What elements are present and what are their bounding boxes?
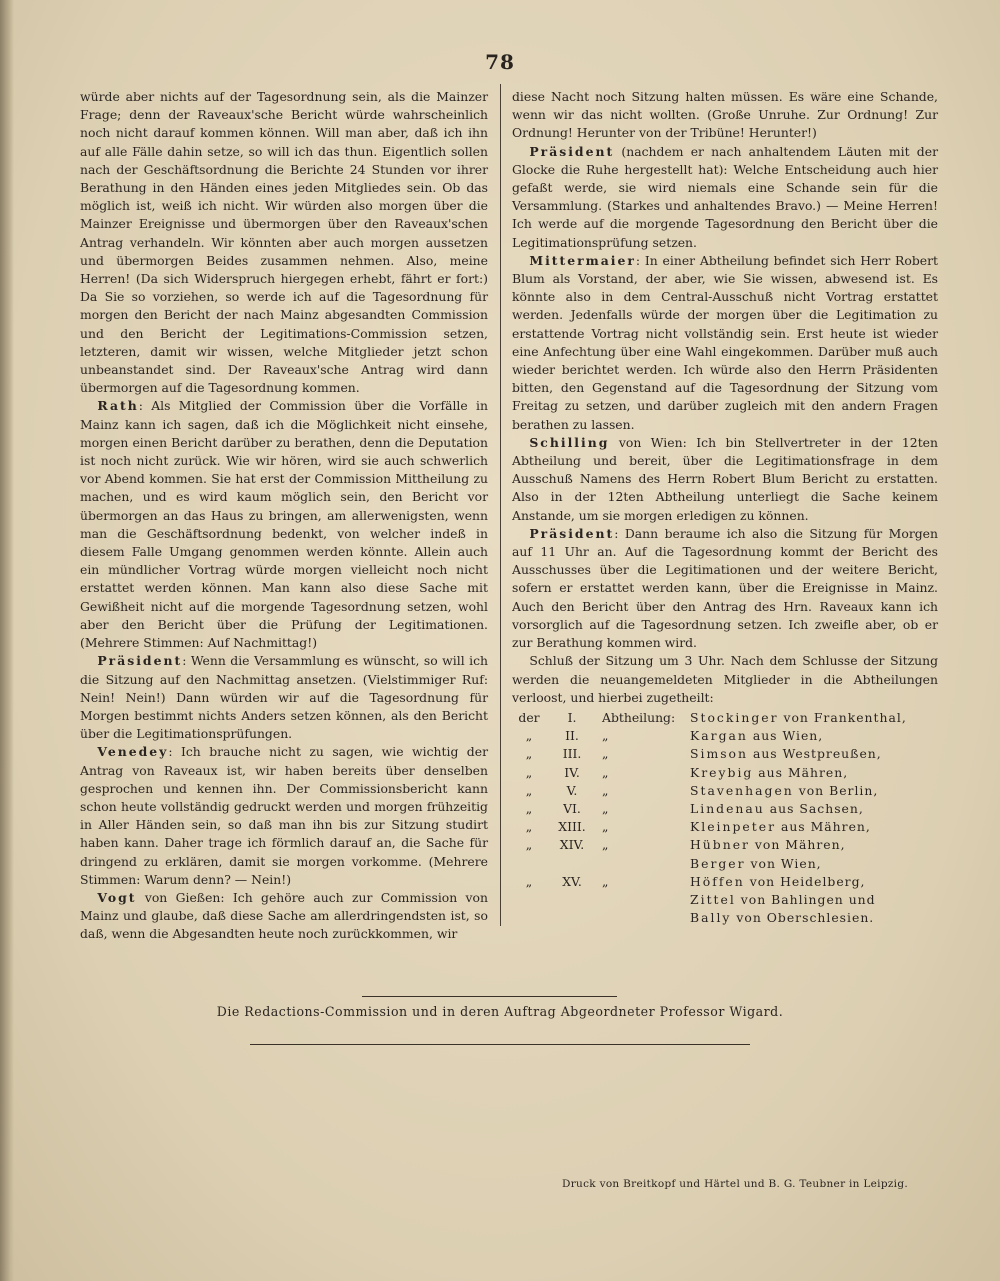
member-entry: [686, 855, 911, 873]
member-origin: von Bahlingen und: [735, 891, 876, 907]
page-number: 78: [485, 50, 515, 74]
member-entry: [686, 873, 911, 891]
assignment-prefix: „: [525, 782, 533, 798]
abtheilung-number: II.: [565, 728, 579, 744]
abtheilung-label: „: [602, 837, 609, 853]
member-name: Höffen: [690, 873, 745, 889]
abtheilung-label: „: [602, 782, 609, 798]
member-entry: [686, 782, 911, 800]
assignment-prefix: [512, 891, 546, 909]
assignment-prefix: „: [525, 800, 533, 816]
paragraph: Schluß der Sitzung um 3 Uhr. Nach dem Schlusse der Sitzung werden die neuangemeldeten Mitglieder in die Abtheilungen verloost, und hierbei zugetheilt:: [512, 653, 938, 705]
member-origin: aus Mähren,: [776, 819, 871, 835]
abtheilung-label: „: [602, 764, 609, 780]
member-entry: [686, 891, 911, 909]
assignment-row: [512, 909, 911, 927]
member-entry: [686, 709, 911, 727]
speech-paragraph: Vogt von Gießen: Ich gehöre auch zur Commission von Mainz und glaube, daß diese Sache am allerdringendsten ist, so daß, wenn die Abgesandten heute noch zurückkommen, wir: [80, 889, 488, 942]
abtheilung-label: „: [602, 819, 609, 835]
member-origin: von Wien,: [745, 855, 822, 871]
speaker-name: Rath: [97, 398, 139, 414]
speaker-name: Schilling: [529, 434, 610, 450]
speech-paragraph: Rath: Als Mitglied der Commission über die Vorfälle in Mainz kann ich sagen, daß ich die Möglichkeit nicht einsehe, morgen einen Bericht darüber zu berathen, denn die Deputation ist noch nicht zurück. Wie wir hören, wird sie auch schwerlich vor Abend kommen. Sie hat erst der Commission Mittheilung zu machen, und es wird kaum möglich sein, den Bericht vor übermorgen an das Haus zu bringen, am allerwenigsten, wenn man die Geschäftsordnung bedenkt, von welcher indeß in diesem Falle Umgang genommen werden könnte. Allein auch ein mündlicher Vortrag würde morgen vielleicht noch nicht erstattet werden können. Man kann also diese Sache mit Gewißheit nicht auf die morgende Tagesordnung setzen, wohl aber den Bericht über die Prüfung der Legitimationen. (Mehrere Stimmen: Auf Nachmittag!): [80, 398, 488, 651]
abtheilung-label: „: [602, 746, 609, 762]
abtheilung-label: „: [602, 800, 609, 816]
member-entry: [686, 800, 911, 818]
member-entry: [686, 727, 911, 745]
speaker-name: Präsident: [529, 143, 615, 159]
member-name: Kreybig: [690, 764, 754, 780]
abtheilung-label: [598, 855, 686, 873]
member-name: Lindenau: [690, 800, 765, 816]
speech-paragraph: Präsident: Dann beraume ich also die Sitzung für Morgen auf 11 Uhr an. Auf die Tagesordnung kommt der Bericht des Ausschusses über die Legitimationen und der weitere Bericht, sofern er erstattet werden kann, über die Ereignisse in Mainz. Auch den Bericht über den Antrag des Hrn. Raveaux kann ich vorsorglich auf die Tagesordnung setzen. Ich zweifle aber, ob er zur Berathung kommen wird.: [512, 525, 938, 651]
speaker-name: Präsident: [97, 653, 183, 669]
abtheilung-label: [598, 891, 686, 909]
speech-paragraph: Mittermaier: In einer Abtheilung befindet sich Herr Robert Blum als Vorstand, der aber, wie Sie wissen, abwesend ist. Es könnte also in dem Central-Ausschuß nicht Vortrag erstattet werden. Jedenfalls würde der morgen über die Legitimation zu erstattende Vortrag nicht vollständig sein. Erst heute ist wieder eine Anfechtung über eine Wahl eingekommen. Darüber muß auch wieder berichtet werden. Ich würde also den Herrn Präsidenten bitten, den Gegenstand auf die Tagesordnung der Sitzung vom Freitag zu setzen, und darüber zugleich mit den andern Fragen berathen zu lassen.: [512, 252, 938, 432]
assignment-prefix: „: [525, 837, 533, 853]
abtheilung-number: [546, 909, 598, 927]
speaker-name: Präsident: [529, 525, 615, 541]
member-origin: aus Sachsen,: [764, 800, 864, 816]
assignment-prefix: [512, 909, 546, 927]
speech-paragraph: Schilling von Wien: Ich bin Stellvertreter in der 12ten Abtheilung und bereit, über die Legitimationsfrage in dem Ausschuß Namens des Herrn Robert Blum Bericht zu erstatten. Also in der 12ten Abtheilung unterliegt die Sache keinem Anstande, um sie morgen erledigen zu können.: [512, 434, 938, 523]
abtheilung-number: [546, 855, 598, 873]
page-binding-edge: [0, 0, 14, 1281]
paragraph: diese Nacht noch Sitzung halten müssen. Es wäre eine Schande, wenn wir das nicht wollten. (Große Unruhe. Zur Ordnung! Zur Ordnung! Herunter von der Tribüne! Herunter!): [512, 89, 938, 141]
member-entry: [686, 909, 911, 927]
speech-paragraph: Präsident: Wenn die Versammlung es wünscht, so will ich die Sitzung auf den Nachmittag ansetzen. (Vielstimmiger Ruf: Nein! Nein!) Dann würden wir auf die Tagesordnung für Morgen bestimmt nichts Anders setzen können, als den Bericht über die Legitimationsprüfungen.: [80, 653, 488, 742]
member-entry: [686, 818, 911, 836]
member-name: Stavenhagen: [690, 782, 794, 798]
speaker-name: Venedey: [97, 744, 169, 760]
abtheilung-number: IV.: [564, 764, 580, 780]
abtheilung-label: „: [602, 873, 609, 889]
right-column: [512, 88, 938, 927]
assignment-prefix: „: [525, 746, 533, 762]
assignment-prefix: „: [525, 873, 533, 889]
abtheilung-number: I.: [567, 709, 577, 725]
abtheilung-number: VI.: [563, 800, 581, 816]
abtheilung-number: III.: [562, 746, 582, 762]
assignment-row: [512, 818, 911, 836]
assignment-prefix: „: [525, 728, 533, 744]
assignment-row: [512, 836, 911, 854]
member-entry: [686, 836, 911, 854]
member-origin: von Berlin,: [793, 782, 879, 798]
member-name: Simson: [690, 746, 748, 762]
abtheilung-number: XV.: [562, 873, 582, 889]
assignment-prefix: „: [525, 819, 533, 835]
abtheilung-number: XIII.: [558, 819, 586, 835]
member-origin: aus Westpreußen,: [748, 746, 882, 762]
member-entry: [686, 745, 911, 763]
left-column: [80, 88, 488, 944]
assignment-prefix: der: [518, 709, 540, 725]
member-name: Stockinger: [690, 709, 779, 725]
assignment-row: [512, 782, 911, 800]
member-entry: [686, 764, 911, 782]
assignment-row: [512, 709, 911, 727]
member-name: Kleinpeter: [690, 819, 776, 835]
paragraph: würde aber nichts auf der Tagesordnung sein, als die Mainzer Frage; denn der Raveaux'sche Bericht würde wahrscheinlich noch nicht darauf kommen können. Will man aber, daß ich ihn auf alle Fälle dahin setze, so will ich das thun. Eigentlich sollen nach der Geschäftsordnung die Berichte 24 Stunden vor ihrer Berathung in den Händen eines jeden Mitgliedes sein. Ob das möglich ist, weiß ich nicht. Wir würden also morgen über die Mainzer Ereignisse und übermorgen über den Raveaux'schen Antrag verhandeln. Wir könnten aber auch morgen aussetzen und übermorgen Beides zusammen nehmen. Also, meine Herren! (Da sich Widerspruch hiergegen erhebt, fährt er fort:) Da Sie so vorziehen, so werde ich auf die Tagesordnung für morgen den Bericht der nach Mainz abgesandten Commission und den Bericht der Legitimations-Commission setzen, letzteren, damit wir wissen, welche Mitglieder jetzt schon unbeanstandet sind. Der Raveaux'sche Antrag wird dann übermorgen auf die Tagesordnung kommen.: [80, 89, 488, 396]
assignment-row: [512, 745, 911, 763]
speech-paragraph: Venedey: Ich brauche nicht zu sagen, wie wichtig der Antrag von Raveaux ist, wir haben bereits über denselben gesprochen und kennen ihn. Der Commissionsbericht kann schon heute vollständig gedruckt werden und morgen frühzeitig in Aller Händen sein, so daß man ihn bis zur Sitzung studirt haben kann. Daher trage ich förmlich darauf an, die Sache für dringend zu erklären, damit sie morgen vorkomme. (Mehrere Stimmen: Warum denn? — Nein!): [80, 744, 488, 887]
member-name: Hübner: [690, 837, 750, 853]
abtheilung-label: [598, 909, 686, 927]
editor-line: Die Redactions-Commission und in deren Auftrag Abgeordneter Professor Wigard.: [216, 1004, 784, 1019]
member-origin: aus Mähren,: [753, 764, 849, 780]
abtheilung-label: „: [602, 728, 609, 744]
member-name: Zittel: [690, 891, 736, 907]
member-name: Bally: [690, 910, 732, 926]
assignment-prefix: [512, 855, 546, 873]
member-origin: aus Wien,: [747, 728, 824, 744]
assignment-row: [512, 855, 911, 873]
member-origin: von Mähren,: [749, 837, 846, 853]
assignment-row: [512, 727, 911, 745]
member-origin: von Oberschlesien.: [731, 910, 875, 926]
abtheilung-label: Abtheilung:: [602, 709, 676, 725]
speaker-name: Vogt: [97, 889, 137, 905]
assignment-prefix: „: [525, 764, 533, 780]
member-name: Kargan: [690, 728, 748, 744]
assignment-table: [512, 709, 911, 927]
assignment-row: [512, 800, 911, 818]
column-divider: [500, 84, 501, 926]
printer-imprint: Druck von Breitkopf und Härtel und B. G. Teubner in Leipzig.: [562, 1178, 908, 1190]
abtheilung-number: V.: [566, 782, 578, 798]
abtheilung-number: [546, 891, 598, 909]
speaker-name: Mittermaier: [529, 252, 636, 268]
member-origin: von Frankenthal,: [778, 709, 907, 725]
member-name: Berger: [690, 855, 746, 871]
speech-paragraph: Präsident (nachdem er nach anhaltendem Läuten mit der Glocke die Ruhe hergestellt hat): Welche Entscheidung auch hier gefaßt werde, sie wird niemals eine Schande sein für die Versammlung. (Starkes und anhaltendes Bravo.) — Meine Herren! Ich werde auf die morgende Tagesordnung den Bericht über die Legitimationsprüfung setzen.: [512, 143, 938, 250]
member-origin: von Heidelberg,: [744, 873, 866, 889]
assignment-row: [512, 873, 911, 891]
assignment-row: [512, 764, 911, 782]
footer-rule-bottom: [250, 1044, 750, 1045]
footer-rule-top: [362, 996, 617, 997]
abtheilung-number: XIV.: [559, 837, 585, 853]
assignment-row: [512, 891, 911, 909]
